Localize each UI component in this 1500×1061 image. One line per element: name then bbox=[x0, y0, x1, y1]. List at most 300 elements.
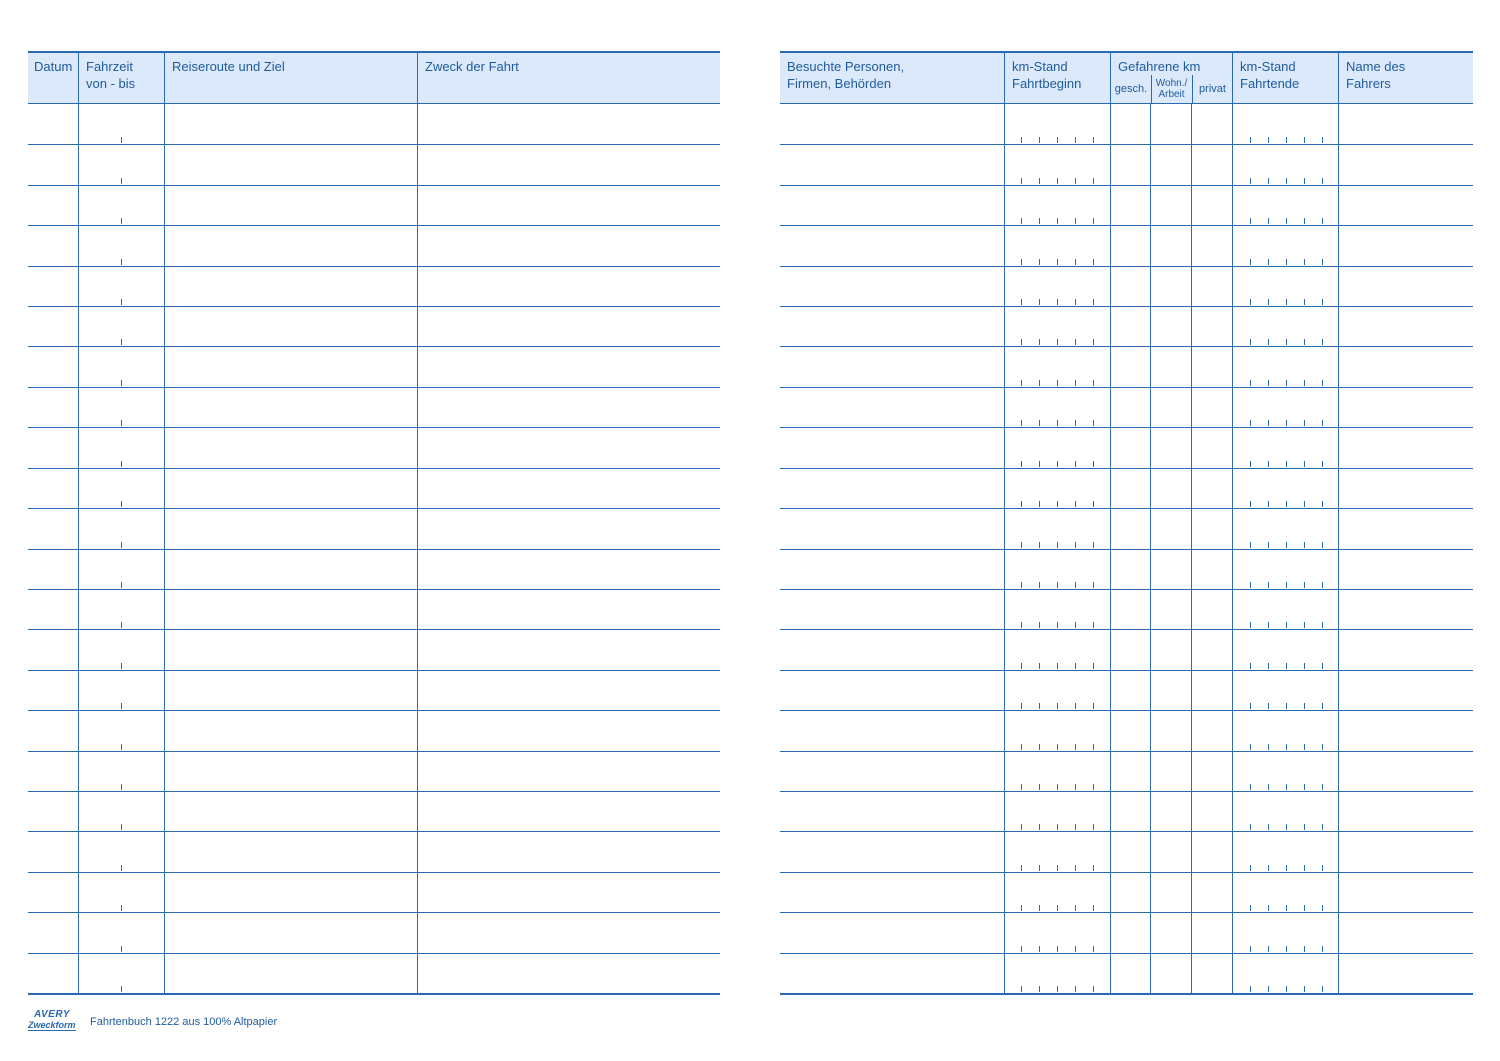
digit-tick bbox=[1057, 339, 1058, 345]
digit-tick bbox=[1075, 218, 1076, 224]
digit-tick bbox=[1268, 218, 1269, 224]
digit-tick bbox=[1057, 784, 1058, 790]
digit-tick bbox=[1250, 137, 1251, 143]
digit-tick bbox=[1021, 137, 1022, 143]
footer-product-note: Fahrtenbuch 1222 aus 100% Altpapier bbox=[90, 1016, 278, 1028]
digit-tick bbox=[1322, 784, 1323, 790]
digit-tick bbox=[1057, 703, 1058, 709]
digit-tick bbox=[1021, 339, 1022, 345]
row-rule bbox=[28, 346, 720, 347]
digit-tick bbox=[1268, 542, 1269, 548]
column-label-km-stand-ende: km-Stand Fahrtende bbox=[1240, 59, 1300, 91]
digit-tick bbox=[1304, 339, 1305, 345]
digit-tick bbox=[1039, 420, 1040, 426]
digit-tick bbox=[1322, 501, 1323, 507]
digit-tick bbox=[1093, 137, 1094, 143]
digit-tick bbox=[1286, 299, 1287, 305]
digit-tick bbox=[121, 137, 122, 143]
digit-tick bbox=[1039, 986, 1040, 992]
digit-tick bbox=[1322, 461, 1323, 467]
subcolumn-label-privat: privat bbox=[1199, 83, 1226, 95]
digit-tick bbox=[1021, 905, 1022, 911]
digit-tick bbox=[1322, 703, 1323, 709]
digit-tick bbox=[1250, 663, 1251, 669]
digit-tick bbox=[1093, 178, 1094, 184]
digit-tick bbox=[121, 865, 122, 871]
digit-tick bbox=[1268, 461, 1269, 467]
digit-tick bbox=[1304, 784, 1305, 790]
column-label-datum: Datum bbox=[34, 59, 73, 74]
digit-tick bbox=[1304, 946, 1305, 952]
digit-tick bbox=[1304, 865, 1305, 871]
digit-tick bbox=[1093, 542, 1094, 548]
digit-tick bbox=[121, 784, 122, 790]
digit-tick bbox=[1057, 744, 1058, 750]
digit-tick bbox=[1286, 380, 1287, 386]
digit-tick bbox=[1286, 339, 1287, 345]
digit-tick bbox=[1250, 744, 1251, 750]
digit-tick bbox=[1093, 784, 1094, 790]
digit-tick bbox=[1021, 299, 1022, 305]
row-rule bbox=[780, 427, 1473, 428]
digit-tick bbox=[1093, 744, 1094, 750]
digit-tick bbox=[121, 905, 122, 911]
row-rule bbox=[780, 872, 1473, 873]
digit-tick bbox=[1286, 137, 1287, 143]
digit-tick bbox=[1322, 259, 1323, 265]
column-label-gefahrene-km: Gefahrene km bbox=[1118, 59, 1201, 74]
subcolumn-label-wohn-arbeit: Wohn./ Arbeit bbox=[1155, 78, 1188, 100]
digit-tick bbox=[1286, 542, 1287, 548]
digit-tick bbox=[1057, 501, 1058, 507]
column-km-stand-beginn bbox=[1004, 53, 1110, 103]
digit-tick bbox=[1286, 865, 1287, 871]
digit-tick bbox=[1075, 339, 1076, 345]
row-rule bbox=[28, 751, 720, 752]
digit-tick bbox=[1021, 622, 1022, 628]
digit-tick bbox=[1021, 420, 1022, 426]
digit-tick bbox=[1304, 501, 1305, 507]
digit-tick bbox=[1268, 905, 1269, 911]
digit-tick bbox=[1268, 420, 1269, 426]
row-rule bbox=[780, 346, 1473, 347]
digit-tick bbox=[121, 461, 122, 467]
digit-tick bbox=[1268, 137, 1269, 143]
digit-tick bbox=[1304, 905, 1305, 911]
digit-tick bbox=[1021, 259, 1022, 265]
digit-tick bbox=[1075, 501, 1076, 507]
digit-tick bbox=[1075, 986, 1076, 992]
digit-tick bbox=[1039, 744, 1040, 750]
digit-tick bbox=[1286, 461, 1287, 467]
digit-tick bbox=[1322, 744, 1323, 750]
digit-tick bbox=[1039, 218, 1040, 224]
digit-tick bbox=[1021, 582, 1022, 588]
digit-tick bbox=[1304, 137, 1305, 143]
digit-tick bbox=[1304, 542, 1305, 548]
digit-tick bbox=[1322, 946, 1323, 952]
digit-tick bbox=[1075, 824, 1076, 830]
digit-tick bbox=[1093, 380, 1094, 386]
digit-tick bbox=[1039, 339, 1040, 345]
digit-tick bbox=[1286, 582, 1287, 588]
row-rule bbox=[28, 306, 720, 307]
digit-tick bbox=[1075, 420, 1076, 426]
digit-tick bbox=[1286, 784, 1287, 790]
digit-tick bbox=[1057, 542, 1058, 548]
row-rule bbox=[780, 670, 1473, 671]
digit-tick bbox=[1057, 865, 1058, 871]
digit-tick bbox=[1057, 218, 1058, 224]
row-rule bbox=[780, 629, 1473, 630]
digit-tick bbox=[1286, 986, 1287, 992]
digit-tick bbox=[1322, 218, 1323, 224]
digit-tick bbox=[1268, 824, 1269, 830]
digit-tick bbox=[1250, 824, 1251, 830]
digit-tick bbox=[1268, 986, 1269, 992]
digit-tick bbox=[1286, 824, 1287, 830]
digit-tick bbox=[1057, 178, 1058, 184]
digit-tick bbox=[1075, 259, 1076, 265]
digit-tick bbox=[1093, 420, 1094, 426]
digit-tick bbox=[1322, 986, 1323, 992]
row-rule bbox=[780, 791, 1473, 792]
row-rule bbox=[28, 508, 720, 509]
digit-tick bbox=[1075, 178, 1076, 184]
row-rule bbox=[780, 549, 1473, 550]
column-gefahrene-km bbox=[1110, 53, 1232, 103]
row-rule bbox=[780, 144, 1473, 145]
digit-tick bbox=[1250, 986, 1251, 992]
digit-tick bbox=[1322, 542, 1323, 548]
row-rule bbox=[28, 468, 720, 469]
digit-tick bbox=[1021, 178, 1022, 184]
digit-tick bbox=[1304, 582, 1305, 588]
row-rule bbox=[780, 468, 1473, 469]
digit-tick bbox=[1093, 501, 1094, 507]
digit-tick bbox=[1304, 380, 1305, 386]
row-rule bbox=[28, 791, 720, 792]
digit-tick bbox=[1286, 905, 1287, 911]
row-rule bbox=[28, 427, 720, 428]
digit-tick bbox=[1304, 986, 1305, 992]
digit-tick bbox=[1021, 218, 1022, 224]
digit-tick bbox=[1093, 461, 1094, 467]
digit-tick bbox=[1268, 259, 1269, 265]
digit-tick bbox=[1093, 824, 1094, 830]
digit-tick bbox=[121, 542, 122, 548]
digit-tick bbox=[121, 380, 122, 386]
digit-tick bbox=[1304, 703, 1305, 709]
digit-tick bbox=[1039, 178, 1040, 184]
digit-tick bbox=[1304, 824, 1305, 830]
row-rule bbox=[780, 387, 1473, 388]
row-rule bbox=[28, 953, 720, 954]
digit-tick bbox=[1286, 622, 1287, 628]
column-label-besuchte-personen: Besuchte Personen, Firmen, Behörden bbox=[787, 59, 905, 91]
digit-tick bbox=[1304, 299, 1305, 305]
digit-tick bbox=[1304, 663, 1305, 669]
digit-tick bbox=[1268, 946, 1269, 952]
digit-tick bbox=[1250, 582, 1251, 588]
digit-tick bbox=[1250, 218, 1251, 224]
digit-tick bbox=[121, 582, 122, 588]
digit-tick bbox=[1322, 380, 1323, 386]
digit-tick bbox=[1057, 622, 1058, 628]
digit-tick bbox=[1039, 137, 1040, 143]
row-rule bbox=[28, 872, 720, 873]
left-form-body bbox=[28, 104, 720, 995]
left-form-header bbox=[28, 51, 720, 104]
row-rule bbox=[28, 387, 720, 388]
digit-tick bbox=[1322, 865, 1323, 871]
digit-tick bbox=[1039, 259, 1040, 265]
digit-tick bbox=[1250, 339, 1251, 345]
digit-tick bbox=[1093, 339, 1094, 345]
row-rule bbox=[28, 266, 720, 267]
digit-tick bbox=[121, 703, 122, 709]
column-label-zweck: Zweck der Fahrt bbox=[425, 59, 519, 74]
digit-tick bbox=[121, 218, 122, 224]
digit-tick bbox=[1286, 663, 1287, 669]
digit-tick bbox=[1304, 259, 1305, 265]
digit-tick bbox=[1304, 461, 1305, 467]
digit-tick bbox=[121, 420, 122, 426]
row-rule bbox=[28, 670, 720, 671]
digit-tick bbox=[1021, 380, 1022, 386]
digit-tick bbox=[1250, 946, 1251, 952]
digit-tick bbox=[1093, 582, 1094, 588]
digit-tick bbox=[1075, 622, 1076, 628]
row-rule bbox=[780, 831, 1473, 832]
digit-tick bbox=[1039, 905, 1040, 911]
column-reiseroute bbox=[164, 53, 417, 103]
digit-tick bbox=[1039, 703, 1040, 709]
digit-tick bbox=[1075, 784, 1076, 790]
digit-tick bbox=[1093, 865, 1094, 871]
digit-tick bbox=[121, 946, 122, 952]
row-rule bbox=[780, 225, 1473, 226]
digit-tick bbox=[1304, 420, 1305, 426]
digit-tick bbox=[1039, 582, 1040, 588]
digit-tick bbox=[1075, 461, 1076, 467]
digit-tick bbox=[1286, 218, 1287, 224]
row-rule bbox=[28, 710, 720, 711]
digit-tick bbox=[1286, 259, 1287, 265]
digit-tick bbox=[1250, 703, 1251, 709]
row-rule bbox=[28, 225, 720, 226]
digit-tick bbox=[1021, 824, 1022, 830]
digit-tick bbox=[1286, 420, 1287, 426]
digit-tick bbox=[1304, 744, 1305, 750]
digit-tick bbox=[121, 986, 122, 992]
digit-tick bbox=[1250, 542, 1251, 548]
digit-tick bbox=[1268, 339, 1269, 345]
row-rule bbox=[780, 912, 1473, 913]
digit-tick bbox=[1093, 218, 1094, 224]
digit-tick bbox=[1075, 542, 1076, 548]
digit-tick bbox=[1075, 744, 1076, 750]
digit-tick bbox=[1039, 622, 1040, 628]
digit-tick bbox=[1057, 663, 1058, 669]
digit-tick bbox=[1250, 905, 1251, 911]
right-logbook-form bbox=[780, 51, 1473, 995]
digit-tick bbox=[1093, 905, 1094, 911]
digit-tick bbox=[1268, 299, 1269, 305]
digit-tick bbox=[121, 824, 122, 830]
digit-tick bbox=[1021, 744, 1022, 750]
digit-tick bbox=[1039, 663, 1040, 669]
digit-tick bbox=[1322, 420, 1323, 426]
digit-tick bbox=[1304, 622, 1305, 628]
digit-tick bbox=[1304, 178, 1305, 184]
digit-tick bbox=[1322, 663, 1323, 669]
digit-tick bbox=[1039, 865, 1040, 871]
digit-tick bbox=[1286, 946, 1287, 952]
digit-tick bbox=[1250, 622, 1251, 628]
digit-tick bbox=[1322, 178, 1323, 184]
digit-tick bbox=[1093, 259, 1094, 265]
digit-tick bbox=[1322, 339, 1323, 345]
row-rule bbox=[780, 589, 1473, 590]
column-label-fahrzeit: Fahrzeit von - bis bbox=[86, 59, 136, 91]
digit-tick bbox=[1021, 542, 1022, 548]
digit-tick bbox=[1322, 137, 1323, 143]
row-rule bbox=[780, 306, 1473, 307]
digit-tick bbox=[1039, 501, 1040, 507]
digit-tick bbox=[1322, 582, 1323, 588]
column-label-km-stand-beginn: km-Stand Fahrtbeginn bbox=[1012, 59, 1082, 91]
digit-tick bbox=[1075, 946, 1076, 952]
digit-tick bbox=[1322, 622, 1323, 628]
column-name-fahrer bbox=[1338, 53, 1473, 103]
digit-tick bbox=[1286, 744, 1287, 750]
digit-tick bbox=[1093, 622, 1094, 628]
left-logbook-form bbox=[28, 51, 720, 995]
digit-tick bbox=[1250, 420, 1251, 426]
digit-tick bbox=[1075, 299, 1076, 305]
column-label-reiseroute: Reiseroute und Ziel bbox=[172, 59, 285, 74]
digit-tick bbox=[1057, 582, 1058, 588]
digit-tick bbox=[1057, 946, 1058, 952]
digit-tick bbox=[1075, 380, 1076, 386]
digit-tick bbox=[1039, 380, 1040, 386]
digit-tick bbox=[1075, 663, 1076, 669]
digit-tick bbox=[1039, 461, 1040, 467]
digit-tick bbox=[1322, 824, 1323, 830]
digit-tick bbox=[1250, 178, 1251, 184]
digit-tick bbox=[1057, 380, 1058, 386]
logo-wordmark-avery: AVERY bbox=[34, 1009, 71, 1020]
digit-tick bbox=[1075, 905, 1076, 911]
column-km-stand-ende bbox=[1232, 53, 1338, 103]
digit-tick bbox=[1250, 501, 1251, 507]
digit-tick bbox=[1075, 137, 1076, 143]
digit-tick bbox=[1268, 178, 1269, 184]
row-rule bbox=[28, 831, 720, 832]
digit-tick bbox=[1268, 865, 1269, 871]
column-fahrzeit bbox=[78, 53, 164, 103]
digit-tick bbox=[1057, 461, 1058, 467]
digit-tick bbox=[1250, 259, 1251, 265]
digit-tick bbox=[1021, 986, 1022, 992]
digit-tick bbox=[1039, 824, 1040, 830]
digit-tick bbox=[1021, 784, 1022, 790]
digit-tick bbox=[1093, 703, 1094, 709]
row-rule bbox=[780, 508, 1473, 509]
digit-tick bbox=[1093, 663, 1094, 669]
column-zweck bbox=[417, 53, 720, 103]
row-rule bbox=[28, 629, 720, 630]
digit-tick bbox=[1075, 865, 1076, 871]
digit-tick bbox=[1286, 178, 1287, 184]
digit-tick bbox=[1268, 784, 1269, 790]
digit-tick bbox=[1268, 703, 1269, 709]
digit-tick bbox=[1075, 582, 1076, 588]
right-form-header bbox=[780, 51, 1473, 104]
digit-tick bbox=[1057, 905, 1058, 911]
digit-tick bbox=[121, 259, 122, 265]
digit-tick bbox=[121, 299, 122, 305]
row-rule bbox=[28, 589, 720, 590]
digit-tick bbox=[1021, 501, 1022, 507]
digit-tick bbox=[1304, 218, 1305, 224]
digit-tick bbox=[1021, 703, 1022, 709]
digit-tick bbox=[1250, 865, 1251, 871]
row-rule bbox=[28, 912, 720, 913]
column-datum bbox=[28, 53, 78, 103]
digit-tick bbox=[1093, 946, 1094, 952]
digit-tick bbox=[1057, 986, 1058, 992]
digit-tick bbox=[121, 744, 122, 750]
digit-tick bbox=[1021, 946, 1022, 952]
digit-tick bbox=[1057, 420, 1058, 426]
digit-tick bbox=[1268, 744, 1269, 750]
digit-tick bbox=[1093, 299, 1094, 305]
digit-tick bbox=[1039, 542, 1040, 548]
column-besuchte-personen bbox=[780, 53, 1004, 103]
digit-tick bbox=[1286, 501, 1287, 507]
row-rule bbox=[780, 953, 1473, 954]
digit-tick bbox=[1021, 865, 1022, 871]
digit-tick bbox=[121, 501, 122, 507]
logo-wordmark-zweckform: Zweckform bbox=[28, 1020, 76, 1030]
digit-tick bbox=[121, 178, 122, 184]
row-rule bbox=[28, 549, 720, 550]
column-label-name-fahrer: Name des Fahrers bbox=[1346, 59, 1406, 91]
row-rule bbox=[780, 710, 1473, 711]
digit-tick bbox=[1250, 299, 1251, 305]
digit-tick bbox=[1250, 380, 1251, 386]
digit-tick bbox=[1286, 703, 1287, 709]
digit-tick bbox=[1021, 663, 1022, 669]
digit-tick bbox=[1268, 380, 1269, 386]
digit-tick bbox=[1250, 784, 1251, 790]
digit-tick bbox=[1268, 663, 1269, 669]
row-rule bbox=[780, 185, 1473, 186]
digit-tick bbox=[1039, 784, 1040, 790]
digit-tick bbox=[1057, 824, 1058, 830]
digit-tick bbox=[1075, 703, 1076, 709]
digit-tick bbox=[1268, 501, 1269, 507]
digit-tick bbox=[1322, 299, 1323, 305]
avery-zweckform-logo bbox=[28, 1009, 76, 1037]
digit-tick bbox=[1268, 582, 1269, 588]
digit-tick bbox=[1057, 299, 1058, 305]
digit-tick bbox=[1250, 461, 1251, 467]
digit-tick bbox=[1093, 986, 1094, 992]
digit-tick bbox=[1322, 905, 1323, 911]
